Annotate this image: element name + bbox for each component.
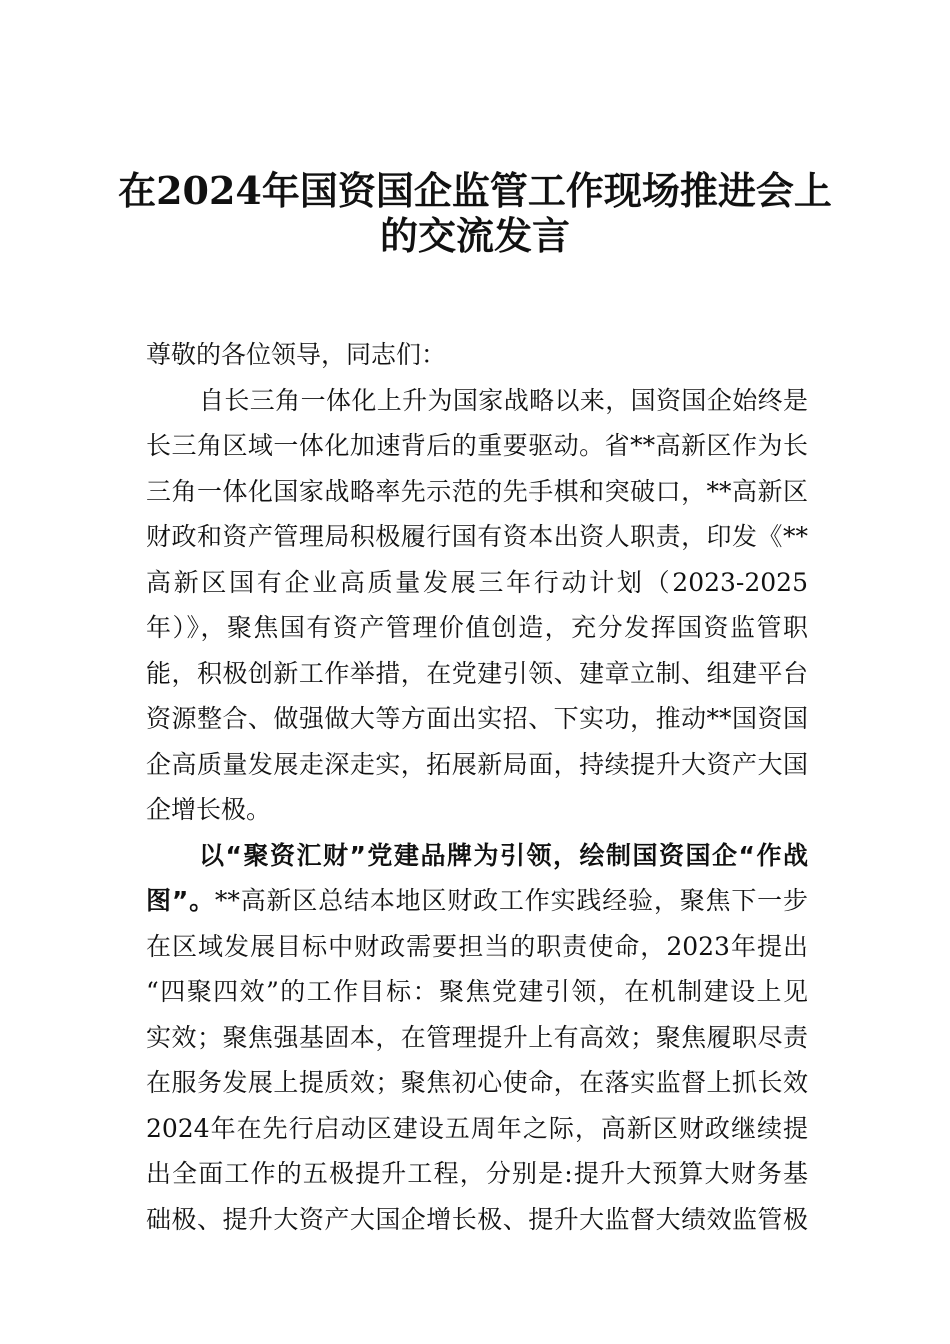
paragraph-line: “四聚四效”的工作目标：聚焦党建引领，在机制建设上见 [146, 977, 808, 1006]
paragraph-line: 长三角区域一体化加速背后的重要驱动。省**高新区作为长 [146, 431, 808, 460]
paragraph-line: 三角一体化国家战略率先示范的先手棋和突破口，**高新区 [146, 476, 808, 506]
paragraph-line: 在区域发展目标中财政需要担当的职责使命，2023年提出 [146, 931, 808, 961]
section-heading: 以“聚资汇财”党建品牌为引领，绘制国资国企“作战 [199, 840, 808, 870]
paragraph-line: 在服务发展上提质效；聚焦初心使命，在落实监督上抓长效 [146, 1068, 808, 1097]
paragraph-line: 高新区国有企业高质量发展三年行动计划（2023-2025 [146, 567, 808, 597]
document-title-line-1: 在2024年国资国企监管工作现场推进会上 [118, 168, 832, 213]
paragraph-line: 能，积极创新工作举措，在党建引领、建章立制、组建平台 [146, 658, 808, 688]
paragraph-line: 企增长极。 [146, 795, 272, 824]
paragraph-line: 资源整合、做强做大等方面出实招、下实功，推动**国资国 [146, 704, 808, 733]
paragraph-line-text: **高新区总结本地区财政工作实践经验，聚焦下一步 [214, 886, 808, 915]
paragraph-line: 财政和资产管理局积极履行国有资本出资人职责，印发《** [146, 522, 808, 551]
section-heading-end: 图”。 [146, 886, 215, 915]
paragraph-line: 出全面工作的五极提升工程，分别是:提升大预算大财务基 [146, 1159, 808, 1188]
paragraph-line: 自长三角一体化上升为国家战略以来，国资国企始终是 [199, 385, 808, 415]
document-title-line-2: 的交流发言 [379, 213, 570, 258]
document-body [146, 332, 808, 1242]
paragraph-line [146, 878, 808, 924]
paragraph-line: 年）》，聚焦国有资产管理价值创造，充分发挥国资监管职 [146, 613, 808, 642]
paragraph-line: 础极、提升大资产大国企增长极、提升大监督大绩效监管极 [146, 1204, 808, 1234]
paragraph-line: 企高质量发展走深走实，拓展新局面，持续提升大资产大国 [146, 749, 808, 779]
salutation: 尊敬的各位领导，同志们： [146, 340, 447, 369]
paragraph-line: 2024年在先行启动区建设五周年之际，高新区财政继续提 [146, 1113, 808, 1143]
paragraph-line: 实效；聚焦强基固本，在管理提升上有高效；聚焦履职尽责 [146, 1022, 808, 1052]
